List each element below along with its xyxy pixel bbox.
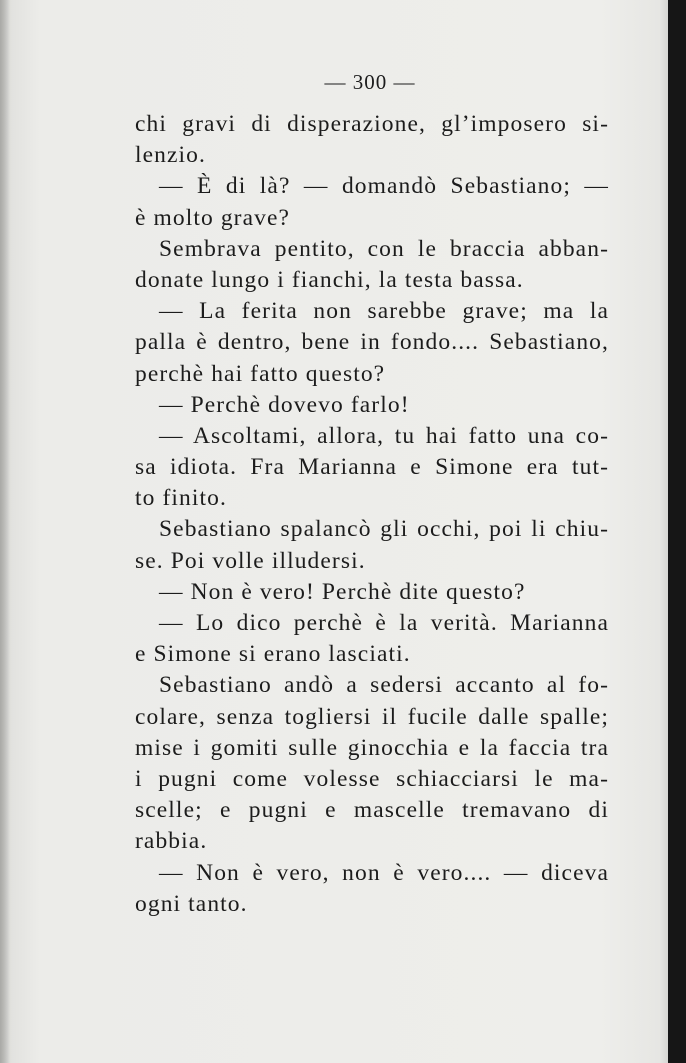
text-line: rabbia. xyxy=(135,828,208,855)
page-gutter-shadow xyxy=(0,0,10,1063)
text-line: colare, senza togliersi il fucile dalle spalle; xyxy=(135,703,609,730)
text-line: — La ferita non sarebbe grave; ma la xyxy=(159,298,609,325)
text-line: — Non è vero! Perchè dite questo? xyxy=(159,578,526,605)
text-line: — È di là? — domandò Sebastiano; — xyxy=(159,173,609,200)
text-line: palla è dentro, bene in fondo.... Sebastiano, xyxy=(135,329,609,356)
text-line: Sembrava pentito, con le braccia abban- xyxy=(159,235,609,262)
text-line: Sebastiano spalancò gli occhi, poi li chiu- xyxy=(159,516,609,543)
text-line: — Non è vero, non è vero.... — diceva xyxy=(159,859,609,886)
text-line: e Simone si erano lasciati. xyxy=(135,641,411,668)
text-line: lenzio. xyxy=(135,142,206,169)
text-line: se. Poi volle illudersi. xyxy=(135,547,366,574)
text-line: — Ascoltami, allora, tu hai fatto una co- xyxy=(159,422,609,449)
text-line: donate lungo i fianchi, la testa bassa. xyxy=(135,266,524,293)
text-line: mise i gomiti sulle ginocchia e la faccia tra xyxy=(135,734,609,761)
text-line: — Lo dico perchè è la verità. Marianna xyxy=(159,610,609,636)
text-line: i pugni come volesse schiacciarsi le ma- xyxy=(135,765,609,792)
text-line: chi gravi di disperazione, gl’imposero si- xyxy=(135,111,609,137)
body-text xyxy=(135,109,609,920)
text-line: — Perchè dovevo farlo! xyxy=(159,391,410,418)
text-line: to finito. xyxy=(135,485,227,512)
text-line: ogni tanto. xyxy=(135,890,248,917)
text-line: sa idiota. Fra Marianna e Simone era tut- xyxy=(135,454,609,481)
text-line: Sebastiano andò a sedersi accanto al fo- xyxy=(159,672,609,699)
book-spine-edge xyxy=(668,0,686,1063)
text-line: è molto grave? xyxy=(135,204,291,231)
page-number: — 300 — xyxy=(324,70,416,94)
text-line: scelle; e pugni e mascelle tremavano di xyxy=(135,797,609,824)
text-line: perchè hai fatto questo? xyxy=(135,360,386,387)
